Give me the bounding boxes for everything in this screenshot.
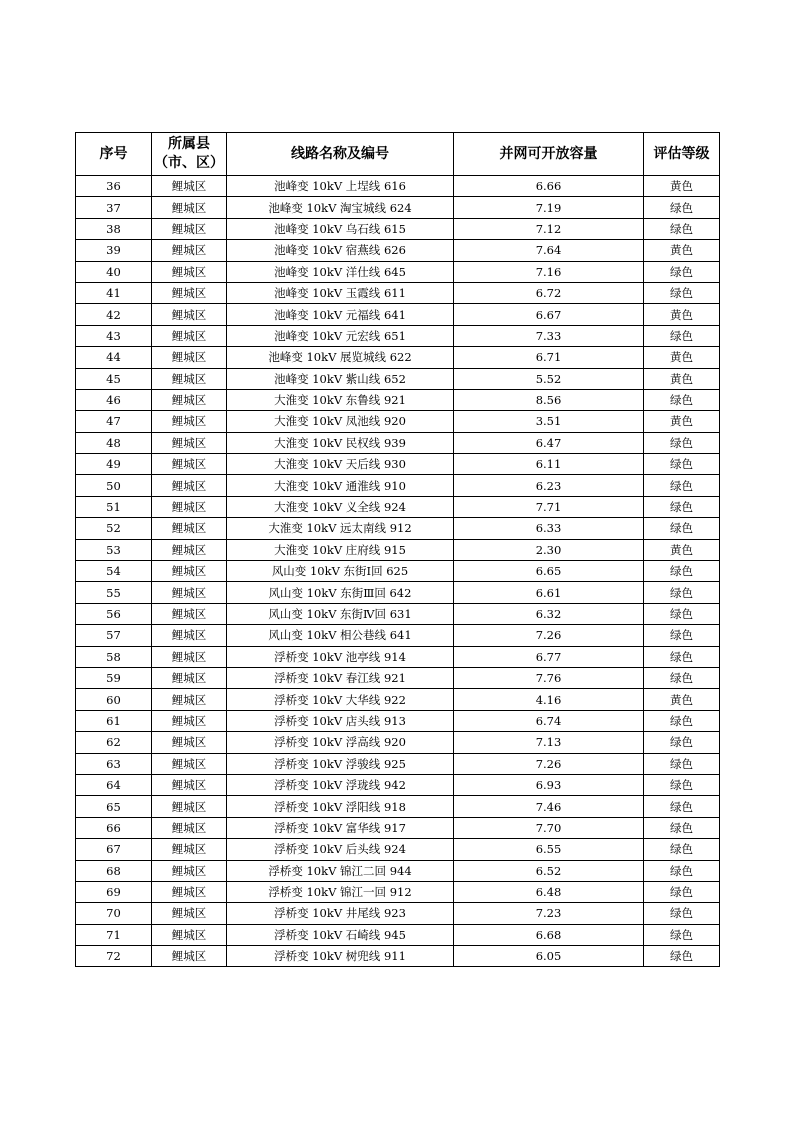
- cell-capacity: 6.65: [454, 561, 644, 582]
- cell-county: 鲤城区: [152, 539, 227, 560]
- cell-grade: 绿色: [644, 732, 720, 753]
- table-row: [76, 218, 720, 239]
- cell-grade: 绿色: [644, 924, 720, 945]
- table-row: [76, 261, 720, 282]
- cell-grade: 绿色: [644, 903, 720, 924]
- cell-county: 鲤城区: [152, 432, 227, 453]
- cell-capacity: 8.56: [454, 389, 644, 410]
- table-row: [76, 176, 720, 197]
- cell-line-name: 大淮变 10kV 天后线 930: [227, 454, 454, 475]
- cell-capacity: 6.66: [454, 176, 644, 197]
- cell-seq: 43: [76, 325, 152, 346]
- cell-line-name: 浮桥变 10kV 锦江二回 944: [227, 860, 454, 881]
- cell-capacity: 6.93: [454, 774, 644, 795]
- table-row: [76, 282, 720, 303]
- cell-grade: 黄色: [644, 240, 720, 261]
- cell-county: 鲤城区: [152, 710, 227, 731]
- cell-grade: 绿色: [644, 796, 720, 817]
- table-row: [76, 304, 720, 325]
- header-grade: 评估等级: [644, 133, 720, 176]
- cell-county: 鲤城区: [152, 582, 227, 603]
- cell-line-name: 风山变 10kV 相公巷线 641: [227, 625, 454, 646]
- header-capacity: 并网可开放容量: [454, 133, 644, 176]
- table-row: [76, 368, 720, 389]
- cell-capacity: 7.70: [454, 817, 644, 838]
- cell-seq: 56: [76, 603, 152, 624]
- cell-county: 鲤城区: [152, 667, 227, 688]
- cell-seq: 45: [76, 368, 152, 389]
- cell-capacity: 7.64: [454, 240, 644, 261]
- cell-line-name: 池峰变 10kV 元宏线 651: [227, 325, 454, 346]
- table-row: [76, 582, 720, 603]
- cell-capacity: 7.71: [454, 496, 644, 517]
- cell-grade: 绿色: [644, 625, 720, 646]
- cell-capacity: 6.71: [454, 347, 644, 368]
- cell-seq: 39: [76, 240, 152, 261]
- table-row: [76, 667, 720, 688]
- cell-county: 鲤城区: [152, 839, 227, 860]
- cell-seq: 66: [76, 817, 152, 838]
- table-row: [76, 796, 720, 817]
- cell-grade: 绿色: [644, 839, 720, 860]
- cell-seq: 55: [76, 582, 152, 603]
- cell-line-name: 池峰变 10kV 紫山线 652: [227, 368, 454, 389]
- cell-county: 鲤城区: [152, 646, 227, 667]
- table-row: [76, 817, 720, 838]
- cell-seq: 72: [76, 946, 152, 967]
- cell-line-name: 大淮变 10kV 东鲁线 921: [227, 389, 454, 410]
- cell-grade: 绿色: [644, 261, 720, 282]
- table-row: [76, 946, 720, 967]
- cell-capacity: 7.26: [454, 625, 644, 646]
- cell-seq: 46: [76, 389, 152, 410]
- cell-capacity: 5.52: [454, 368, 644, 389]
- cell-grade: 绿色: [644, 432, 720, 453]
- cell-grade: 绿色: [644, 817, 720, 838]
- cell-seq: 70: [76, 903, 152, 924]
- table-row: [76, 903, 720, 924]
- cell-county: 鲤城区: [152, 561, 227, 582]
- cell-line-name: 池峰变 10kV 玉霞线 611: [227, 282, 454, 303]
- cell-grade: 绿色: [644, 881, 720, 902]
- header-county-line1: 所属县: [168, 136, 210, 152]
- cell-seq: 47: [76, 411, 152, 432]
- cell-county: 鲤城区: [152, 732, 227, 753]
- cell-county: 鲤城区: [152, 753, 227, 774]
- cell-capacity: 6.68: [454, 924, 644, 945]
- cell-capacity: 7.76: [454, 667, 644, 688]
- cell-capacity: 6.52: [454, 860, 644, 881]
- cell-line-name: 浮桥变 10kV 池亭线 914: [227, 646, 454, 667]
- cell-county: 鲤城区: [152, 625, 227, 646]
- cell-line-name: 大淮变 10kV 通淮线 910: [227, 475, 454, 496]
- header-county-line2: （市、区）: [154, 155, 224, 171]
- cell-county: 鲤城区: [152, 411, 227, 432]
- cell-capacity: 4.16: [454, 689, 644, 710]
- table-row: [76, 411, 720, 432]
- header-county: [152, 133, 227, 176]
- cell-seq: 71: [76, 924, 152, 945]
- cell-grade: 黄色: [644, 539, 720, 560]
- table-row: [76, 924, 720, 945]
- cell-grade: 绿色: [644, 946, 720, 967]
- cell-grade: 绿色: [644, 710, 720, 731]
- cell-line-name: 池峰变 10kV 元福线 641: [227, 304, 454, 325]
- cell-capacity: 6.72: [454, 282, 644, 303]
- cell-capacity: 6.55: [454, 839, 644, 860]
- cell-seq: 61: [76, 710, 152, 731]
- cell-capacity: 6.33: [454, 518, 644, 539]
- table-row: [76, 881, 720, 902]
- cell-county: 鲤城区: [152, 903, 227, 924]
- cell-grade: 黄色: [644, 176, 720, 197]
- cell-line-name: 池峰变 10kV 上埕线 616: [227, 176, 454, 197]
- cell-seq: 68: [76, 860, 152, 881]
- cell-grade: 绿色: [644, 646, 720, 667]
- cell-grade: 绿色: [644, 454, 720, 475]
- cell-seq: 41: [76, 282, 152, 303]
- table-row: [76, 732, 720, 753]
- cell-grade: 绿色: [644, 518, 720, 539]
- cell-seq: 64: [76, 774, 152, 795]
- cell-line-name: 浮桥变 10kV 春江线 921: [227, 667, 454, 688]
- cell-grade: 绿色: [644, 197, 720, 218]
- cell-line-name: 大淮变 10kV 远太南线 912: [227, 518, 454, 539]
- cell-seq: 53: [76, 539, 152, 560]
- cell-line-name: 风山变 10kV 东街Ⅲ回 642: [227, 582, 454, 603]
- cell-county: 鲤城区: [152, 176, 227, 197]
- cell-line-name: 浮桥变 10kV 浮珑线 942: [227, 774, 454, 795]
- cell-seq: 58: [76, 646, 152, 667]
- cell-county: 鲤城区: [152, 496, 227, 517]
- header-line: 线路名称及编号: [227, 133, 454, 176]
- table-row: [76, 496, 720, 517]
- cell-seq: 52: [76, 518, 152, 539]
- cell-grade: 绿色: [644, 475, 720, 496]
- cell-capacity: 6.77: [454, 646, 644, 667]
- cell-line-name: 大淮变 10kV 义全线 924: [227, 496, 454, 517]
- table-row: [76, 839, 720, 860]
- cell-seq: 38: [76, 218, 152, 239]
- cell-grade: 黄色: [644, 304, 720, 325]
- cell-capacity: 7.33: [454, 325, 644, 346]
- cell-line-name: 大淮变 10kV 庄府线 915: [227, 539, 454, 560]
- cell-line-name: 池峰变 10kV 乌石线 615: [227, 218, 454, 239]
- cell-capacity: 7.23: [454, 903, 644, 924]
- cell-county: 鲤城区: [152, 389, 227, 410]
- cell-grade: 黄色: [644, 347, 720, 368]
- cell-seq: 37: [76, 197, 152, 218]
- cell-county: 鲤城区: [152, 689, 227, 710]
- cell-seq: 40: [76, 261, 152, 282]
- table-header-row: [76, 133, 720, 176]
- cell-seq: 62: [76, 732, 152, 753]
- cell-capacity: 7.26: [454, 753, 644, 774]
- cell-grade: 黄色: [644, 368, 720, 389]
- cell-seq: 57: [76, 625, 152, 646]
- table-body: [76, 176, 720, 967]
- cell-seq: 44: [76, 347, 152, 368]
- cell-seq: 42: [76, 304, 152, 325]
- table-row: [76, 389, 720, 410]
- cell-line-name: 浮桥变 10kV 浮骏线 925: [227, 753, 454, 774]
- cell-county: 鲤城区: [152, 603, 227, 624]
- cell-capacity: 6.23: [454, 475, 644, 496]
- cell-capacity: 6.61: [454, 582, 644, 603]
- cell-line-name: 浮桥变 10kV 富华线 917: [227, 817, 454, 838]
- table-row: [76, 689, 720, 710]
- cell-grade: 绿色: [644, 753, 720, 774]
- cell-capacity: 6.74: [454, 710, 644, 731]
- cell-county: 鲤城区: [152, 197, 227, 218]
- cell-line-name: 浮桥变 10kV 大华线 922: [227, 689, 454, 710]
- table-row: [76, 625, 720, 646]
- cell-capacity: 7.12: [454, 218, 644, 239]
- cell-county: 鲤城区: [152, 218, 227, 239]
- cell-line-name: 浮桥变 10kV 石崎线 945: [227, 924, 454, 945]
- cell-county: 鲤城区: [152, 817, 227, 838]
- cell-grade: 绿色: [644, 389, 720, 410]
- cell-capacity: 6.47: [454, 432, 644, 453]
- cell-grade: 绿色: [644, 218, 720, 239]
- cell-line-name: 浮桥变 10kV 浮阳线 918: [227, 796, 454, 817]
- cell-seq: 51: [76, 496, 152, 517]
- cell-capacity: 6.67: [454, 304, 644, 325]
- cell-line-name: 大淮变 10kV 民权线 939: [227, 432, 454, 453]
- cell-seq: 50: [76, 475, 152, 496]
- cell-grade: 绿色: [644, 325, 720, 346]
- table-row: [76, 454, 720, 475]
- cell-seq: 60: [76, 689, 152, 710]
- table-row: [76, 475, 720, 496]
- cell-grade: 绿色: [644, 603, 720, 624]
- cell-county: 鲤城区: [152, 860, 227, 881]
- table-row: [76, 603, 720, 624]
- cell-line-name: 浮桥变 10kV 锦江一回 912: [227, 881, 454, 902]
- cell-seq: 54: [76, 561, 152, 582]
- cell-line-name: 池峰变 10kV 宿燕线 626: [227, 240, 454, 261]
- cell-line-name: 风山变 10kV 东街Ⅳ回 631: [227, 603, 454, 624]
- cell-capacity: 3.51: [454, 411, 644, 432]
- cell-county: 鲤城区: [152, 946, 227, 967]
- cell-county: 鲤城区: [152, 325, 227, 346]
- cell-county: 鲤城区: [152, 261, 227, 282]
- cell-county: 鲤城区: [152, 518, 227, 539]
- cell-grade: 绿色: [644, 860, 720, 881]
- capacity-table: [75, 132, 720, 967]
- table-row: [76, 710, 720, 731]
- cell-grade: 绿色: [644, 667, 720, 688]
- cell-seq: 63: [76, 753, 152, 774]
- cell-county: 鲤城区: [152, 347, 227, 368]
- table-row: [76, 197, 720, 218]
- cell-capacity: 7.19: [454, 197, 644, 218]
- cell-county: 鲤城区: [152, 774, 227, 795]
- table-row: [76, 539, 720, 560]
- table-row: [76, 432, 720, 453]
- cell-capacity: 7.13: [454, 732, 644, 753]
- cell-seq: 36: [76, 176, 152, 197]
- cell-line-name: 池峰变 10kV 洋仕线 645: [227, 261, 454, 282]
- cell-seq: 65: [76, 796, 152, 817]
- cell-grade: 绿色: [644, 282, 720, 303]
- table-row: [76, 774, 720, 795]
- table-row: [76, 860, 720, 881]
- table-row: [76, 240, 720, 261]
- cell-capacity: 2.30: [454, 539, 644, 560]
- table-row: [76, 518, 720, 539]
- cell-county: 鲤城区: [152, 282, 227, 303]
- cell-grade: 黄色: [644, 689, 720, 710]
- cell-line-name: 浮桥变 10kV 店头线 913: [227, 710, 454, 731]
- table-row: [76, 561, 720, 582]
- cell-line-name: 大淮变 10kV 凤池线 920: [227, 411, 454, 432]
- cell-capacity: 6.48: [454, 881, 644, 902]
- cell-line-name: 浮桥变 10kV 井尾线 923: [227, 903, 454, 924]
- cell-grade: 绿色: [644, 774, 720, 795]
- cell-line-name: 池峰变 10kV 淘宝城线 624: [227, 197, 454, 218]
- cell-capacity: 6.05: [454, 946, 644, 967]
- cell-capacity: 6.11: [454, 454, 644, 475]
- cell-seq: 59: [76, 667, 152, 688]
- cell-county: 鲤城区: [152, 368, 227, 389]
- cell-county: 鲤城区: [152, 454, 227, 475]
- cell-county: 鲤城区: [152, 924, 227, 945]
- cell-grade: 黄色: [644, 411, 720, 432]
- cell-grade: 绿色: [644, 496, 720, 517]
- header-seq: 序号: [76, 133, 152, 176]
- cell-capacity: 7.16: [454, 261, 644, 282]
- cell-line-name: 池峰变 10kV 展览城线 622: [227, 347, 454, 368]
- cell-capacity: 6.32: [454, 603, 644, 624]
- cell-line-name: 浮桥变 10kV 树兜线 911: [227, 946, 454, 967]
- cell-line-name: 浮桥变 10kV 浮高线 920: [227, 732, 454, 753]
- cell-seq: 48: [76, 432, 152, 453]
- cell-county: 鲤城区: [152, 475, 227, 496]
- cell-county: 鲤城区: [152, 796, 227, 817]
- cell-county: 鲤城区: [152, 881, 227, 902]
- cell-capacity: 7.46: [454, 796, 644, 817]
- cell-county: 鲤城区: [152, 240, 227, 261]
- cell-seq: 67: [76, 839, 152, 860]
- cell-line-name: 浮桥变 10kV 后头线 924: [227, 839, 454, 860]
- cell-county: 鲤城区: [152, 304, 227, 325]
- table-row: [76, 753, 720, 774]
- cell-grade: 绿色: [644, 561, 720, 582]
- table-row: [76, 325, 720, 346]
- cell-seq: 69: [76, 881, 152, 902]
- cell-grade: 绿色: [644, 582, 720, 603]
- cell-line-name: 风山变 10kV 东街Ⅰ回 625: [227, 561, 454, 582]
- cell-seq: 49: [76, 454, 152, 475]
- table-row: [76, 347, 720, 368]
- table-row: [76, 646, 720, 667]
